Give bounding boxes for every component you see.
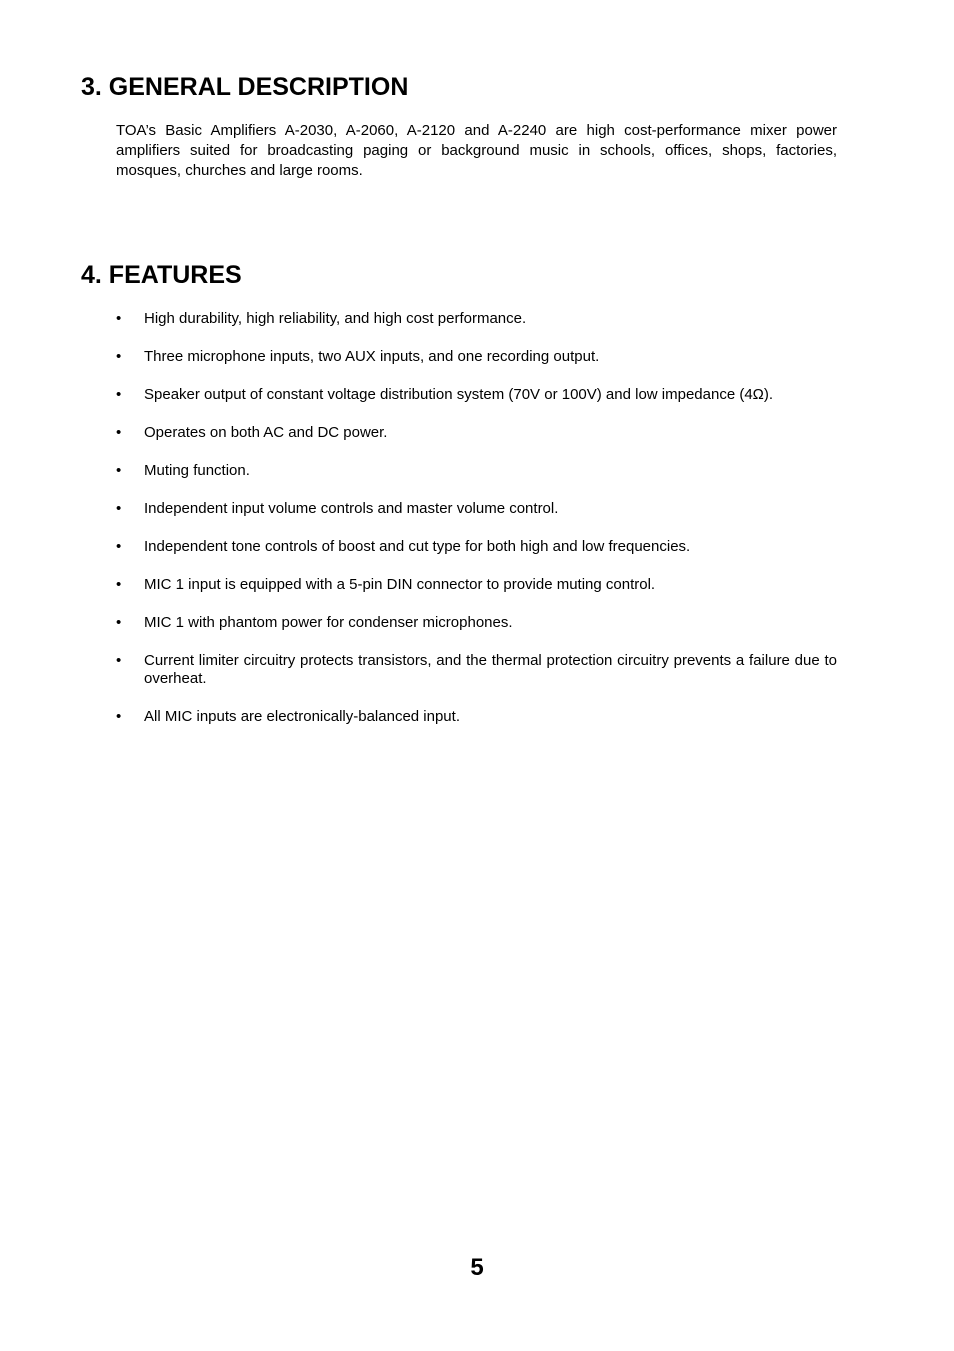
feature-text: All MIC inputs are electronically-balanced input. xyxy=(144,708,460,725)
feature-text: Operates on both AC and DC power. xyxy=(144,424,388,441)
bullet-icon: • xyxy=(116,500,122,517)
bullet-icon: • xyxy=(116,386,122,403)
bullet-icon: • xyxy=(116,462,122,479)
bullet-icon: • xyxy=(116,424,122,441)
section-heading-features: 4. FEATURES xyxy=(81,261,242,289)
feature-text: MIC 1 input is equipped with a 5-pin DIN connector to provide muting control. xyxy=(144,576,656,593)
bullet-icon: • xyxy=(116,348,122,365)
feature-text: MIC 1 with phantom power for condenser microphones. xyxy=(144,614,513,631)
feature-text: Muting function. xyxy=(144,462,250,479)
general-description-paragraph: TOA’s Basic Amplifiers A-2030, A-2060, A-2120 and A-2240 are high cost-performance mixer power amplifiers suited for broadcasting paging or background music in schools, offices, shops, factories, mosques, churches and large rooms. xyxy=(116,122,837,179)
feature-text: Speaker output of constant voltage distribution system (70V or 100V) and low impedance (4Ω). xyxy=(144,386,774,403)
bullet-icon: • xyxy=(116,708,122,725)
feature-item xyxy=(116,310,837,328)
feature-text: Three microphone inputs, two AUX inputs, and one recording output. xyxy=(144,348,600,365)
feature-text: Independent input volume controls and master volume control. xyxy=(144,500,559,517)
feature-item xyxy=(116,538,837,556)
feature-item xyxy=(116,708,837,726)
section-heading-general-description: 3. GENERAL DESCRIPTION xyxy=(81,73,409,101)
bullet-icon: • xyxy=(116,576,122,593)
feature-item xyxy=(116,462,837,480)
bullet-icon: • xyxy=(116,538,122,555)
feature-item xyxy=(116,500,837,518)
page-number: 5 xyxy=(470,1254,484,1281)
feature-item xyxy=(116,576,837,594)
bullet-icon: • xyxy=(116,652,122,669)
bullet-icon: • xyxy=(116,310,122,327)
feature-item xyxy=(116,424,837,442)
bullet-icon: • xyxy=(116,614,122,631)
feature-item xyxy=(116,652,837,688)
feature-item xyxy=(116,348,837,366)
feature-item xyxy=(116,614,837,632)
feature-item xyxy=(116,386,837,404)
feature-text: Independent tone controls of boost and cut type for both high and low frequencies. xyxy=(144,538,691,555)
feature-text: Current limiter circuitry protects transistors, and the thermal protection circuitry prevents a failure due to overheat. xyxy=(144,652,837,687)
features-list xyxy=(116,310,837,746)
feature-text: High durability, high reliability, and high cost performance. xyxy=(144,310,527,327)
